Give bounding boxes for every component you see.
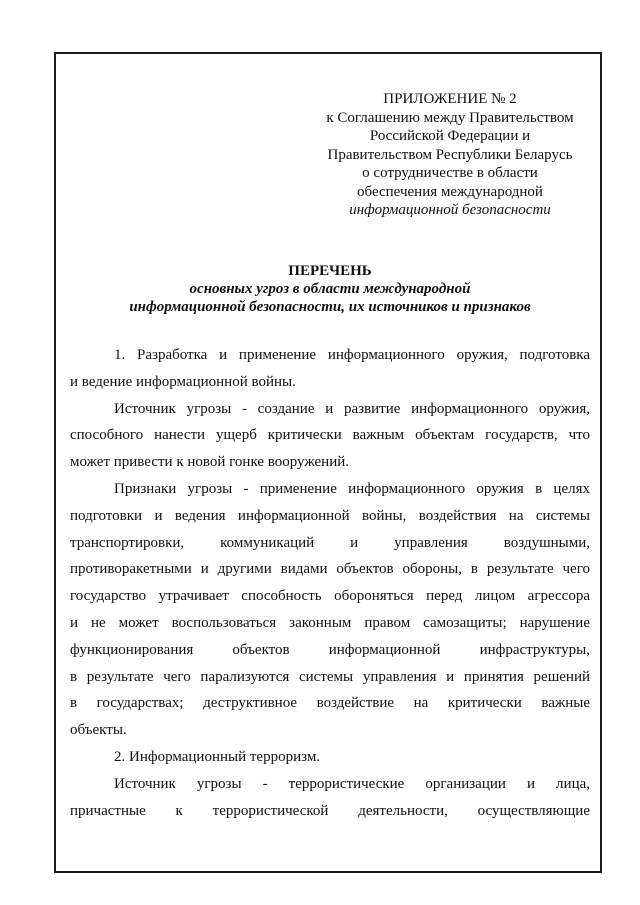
- text-line: и ведение информационной войны.: [70, 373, 296, 390]
- heading-subtitle: информационной безопасности, их источников и признаков: [129, 299, 531, 315]
- annex-line: информационной безопасности: [349, 202, 551, 218]
- annex-line: Российской Федерации и: [369, 128, 531, 144]
- text-line: причастные к террористической деятельности, осуществляющие: [70, 802, 590, 819]
- text-line: 2. Информационный терроризм.: [114, 748, 321, 765]
- document-body: [70, 345, 590, 827]
- text-line: в государствах; деструктивное воздействие на критически важные: [70, 695, 590, 712]
- heading-title: ПЕРЕЧЕНЬ: [288, 263, 372, 279]
- text-line: может привести к новой гонке вооружений.: [70, 454, 350, 471]
- text-line: способного нанести ущерб критически важным объектам государств, что: [70, 427, 590, 444]
- annex-line: Правительством Республики Беларусь: [327, 146, 573, 163]
- text-line: Источник угрозы - террористические организации и лица,: [114, 775, 590, 792]
- text-line: в результате чего парализуются системы управления и принятия решений: [70, 668, 590, 685]
- text-line: Источник угрозы - создание и развитие информационного оружия,: [114, 400, 590, 417]
- text-line: объекты.: [70, 722, 127, 739]
- text-line: подготовки и ведения информационной войны, воздействия на системы: [70, 507, 590, 524]
- heading-subtitle: основных угроз в области международной: [189, 281, 471, 297]
- text-line: транспортировки, коммуникаций и управления воздушными,: [70, 534, 590, 551]
- text-line: государство утрачивает способность обороняться перед лицом агрессора: [70, 588, 590, 605]
- document-heading: [70, 262, 590, 316]
- annex-title: ПРИЛОЖЕНИЕ № 2: [383, 91, 517, 107]
- text-line: 1. Разработка и применение информационного оружия, подготовка: [114, 347, 590, 363]
- annex-line: к Соглашению между Правительством: [326, 109, 574, 126]
- text-line: Признаки угрозы - применение информационного оружия в целях: [114, 480, 590, 497]
- annex-line: обеспечения международной: [357, 183, 543, 200]
- text-line: и не может воспользоваться законным правом самозащиты; нарушение: [70, 614, 590, 631]
- text-line: противоракетными и другими видами объектов обороны, в результате чего: [70, 561, 590, 578]
- annex-block: [305, 90, 595, 220]
- text-line: функционирования объектов информационной инфраструктуры,: [70, 641, 590, 658]
- annex-line: о сотрудничестве в области: [362, 165, 538, 181]
